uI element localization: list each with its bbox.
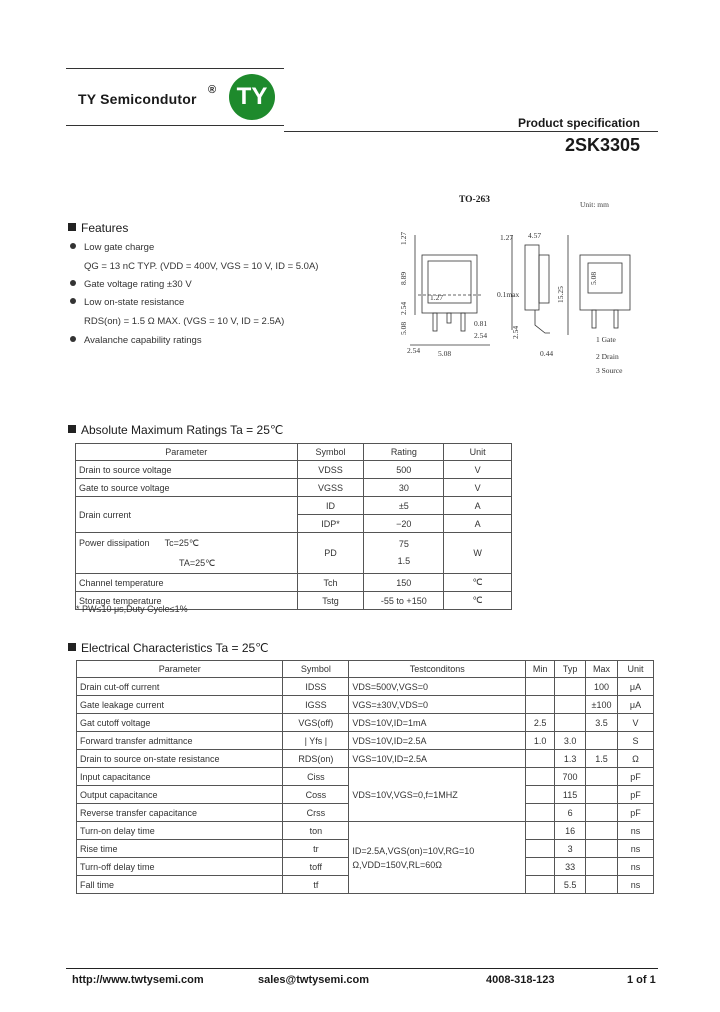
brand-name: TY Semicondutor xyxy=(78,91,197,107)
table-row: Turn-on delay time ton ID=2.5A,VGS(on)=10V,RG=10 Ω,VDD=150V,RL=60Ω 16 ns xyxy=(77,822,654,840)
abs-max-title: Absolute Maximum Ratings Ta = 25℃ xyxy=(68,423,283,437)
table-row: Gate to source voltage VGSS 30 V xyxy=(76,479,512,497)
table-row: Drain cut-off current IDSS VDS=500V,VGS=0 100 μA xyxy=(77,678,654,696)
footer-rule xyxy=(66,968,658,969)
dim-f: 1.27 xyxy=(430,293,444,302)
feature-2: Gate voltage rating ±30 V xyxy=(70,279,192,290)
dim-k: 2.54 xyxy=(511,325,520,339)
unit-label: Unit: mm xyxy=(580,200,609,209)
table-row: Gate leakage current IGSS VGS=±30V,VDS=0 ±100 μA xyxy=(77,696,654,714)
table-row: Drain current ID ±5 A xyxy=(76,497,512,515)
feature-3-detail: RDS(on) = 1.5 Ω MAX. (VGS = 10 V, ID = 2.5A) xyxy=(84,316,285,327)
table-row: Drain to source voltage VDSS 500 V xyxy=(76,461,512,479)
dim-l: 2.54 xyxy=(407,346,421,355)
elec-title: Electrical Characteristics Ta = 25℃ xyxy=(68,641,269,655)
table-row: Reverse transfer capacitance Crss 6 pF xyxy=(77,804,654,822)
table-row: Drain to source on-state resistance RDS(on) VGS=10V,ID=2.5A 1.3 1.5 Ω xyxy=(77,750,654,768)
dim-c: 4.57 xyxy=(528,231,542,240)
dim-b: 1.27 xyxy=(500,233,514,242)
table-row: IDP* −20 A xyxy=(76,515,512,533)
footer-page: 1 of 1 xyxy=(627,974,656,986)
pkg-front-body xyxy=(422,255,477,313)
dim-m: 5.08 xyxy=(438,349,452,358)
dim-a: 1.27 xyxy=(399,231,408,245)
feature-1-detail: QG = 13 nC TYP. (VDD = 400V, VGS = 10 V, ID = 5.0A) xyxy=(84,261,319,272)
pkg-lead-3 xyxy=(461,313,465,331)
package-name: TO-263 xyxy=(459,195,490,205)
feature-3: Low on-state resistance xyxy=(70,297,184,308)
dim-n: 0.44 xyxy=(540,349,554,358)
pkg-side-lead xyxy=(535,310,550,333)
registered-mark: ® xyxy=(208,84,217,96)
abs-max-footnote: * PW≤10 μs,Duty Cycle≤1% xyxy=(76,604,188,614)
col-unit: Unit xyxy=(444,444,512,461)
dim-h: 0.81 xyxy=(474,319,488,328)
pin-3: 3 Source xyxy=(596,366,623,375)
pkg-lead-1 xyxy=(433,313,437,331)
package-outline-drawing xyxy=(400,215,650,380)
col-parameter: Parameter xyxy=(76,444,298,461)
dim-g: 0.1max xyxy=(497,290,520,299)
feature-4: Avalanche capability ratings xyxy=(70,335,202,346)
dim-d: 8.89 xyxy=(399,271,408,285)
features-title: Features xyxy=(68,221,128,235)
table-row: Output capacitance Coss 115 pF xyxy=(77,786,654,804)
table-row: Power dissipation Tc=25℃ TA=25℃ PD 75 1.5 W xyxy=(76,533,512,574)
switching-conditions: ID=2.5A,VGS(on)=10V,RG=10 Ω,VDD=150V,RL=60Ω xyxy=(349,822,526,894)
table-row: Channel temperature Tch 150 ℃ xyxy=(76,574,512,592)
table-row: Storage temperature Tstg -55 to +150 ℃ xyxy=(76,592,512,610)
col-symbol: Symbol xyxy=(297,444,364,461)
dim-e: 15.25 xyxy=(556,286,565,303)
table-header-row: Parameter Symbol Testconditons Min Typ Max Unit xyxy=(77,661,654,678)
header-bottom-rule xyxy=(66,125,284,126)
col-rating: Rating xyxy=(364,444,444,461)
pin-2: 2 Drain xyxy=(596,352,619,361)
table-row: Fall time tf 5.5 ns xyxy=(77,876,654,894)
table-row: Input capacitance Ciss VDS=10V,VGS=0,f=1MHZ 700 pF xyxy=(77,768,654,786)
footer-phone: 4008-318-123 xyxy=(486,974,555,986)
table-row: Rise time tr 3 ns xyxy=(77,840,654,858)
capacitance-conditions: VDS=10V,VGS=0,f=1MHZ xyxy=(349,768,526,822)
dim-p: 2.54 xyxy=(399,301,408,315)
pin-1: 1 Gate xyxy=(596,335,616,344)
pkg-lead-2 xyxy=(447,313,451,323)
dim-o: 5.08 xyxy=(589,271,598,285)
spec-rule xyxy=(284,131,658,132)
table-row: Gat cutoff voltage VGS(off) VDS=10V,ID=1mA 2.5 3.5 V xyxy=(77,714,654,732)
doc-type: Product specification xyxy=(517,116,640,130)
footer-email[interactable]: sales@twtysemi.com xyxy=(258,974,369,986)
dim-j: 5.08 xyxy=(399,321,408,335)
elec-table xyxy=(76,660,654,894)
ty-logo: TY xyxy=(229,74,275,120)
footer-url[interactable]: http://www.twtysemi.com xyxy=(72,974,204,986)
pkg-side-body xyxy=(525,245,539,310)
part-number: 2SK3305 xyxy=(564,135,640,155)
table-row: Forward transfer admittance | Yfs | VDS=10V,ID=2.5A 1.0 3.0 S xyxy=(77,732,654,750)
table-row: Turn-off delay time toff 33 ns xyxy=(77,858,654,876)
feature-1: Low gate charge xyxy=(70,242,154,253)
table-header-row xyxy=(76,444,512,461)
header-top-rule xyxy=(66,68,284,69)
dim-i: 2.54 xyxy=(474,331,488,340)
abs-max-table xyxy=(75,443,512,610)
